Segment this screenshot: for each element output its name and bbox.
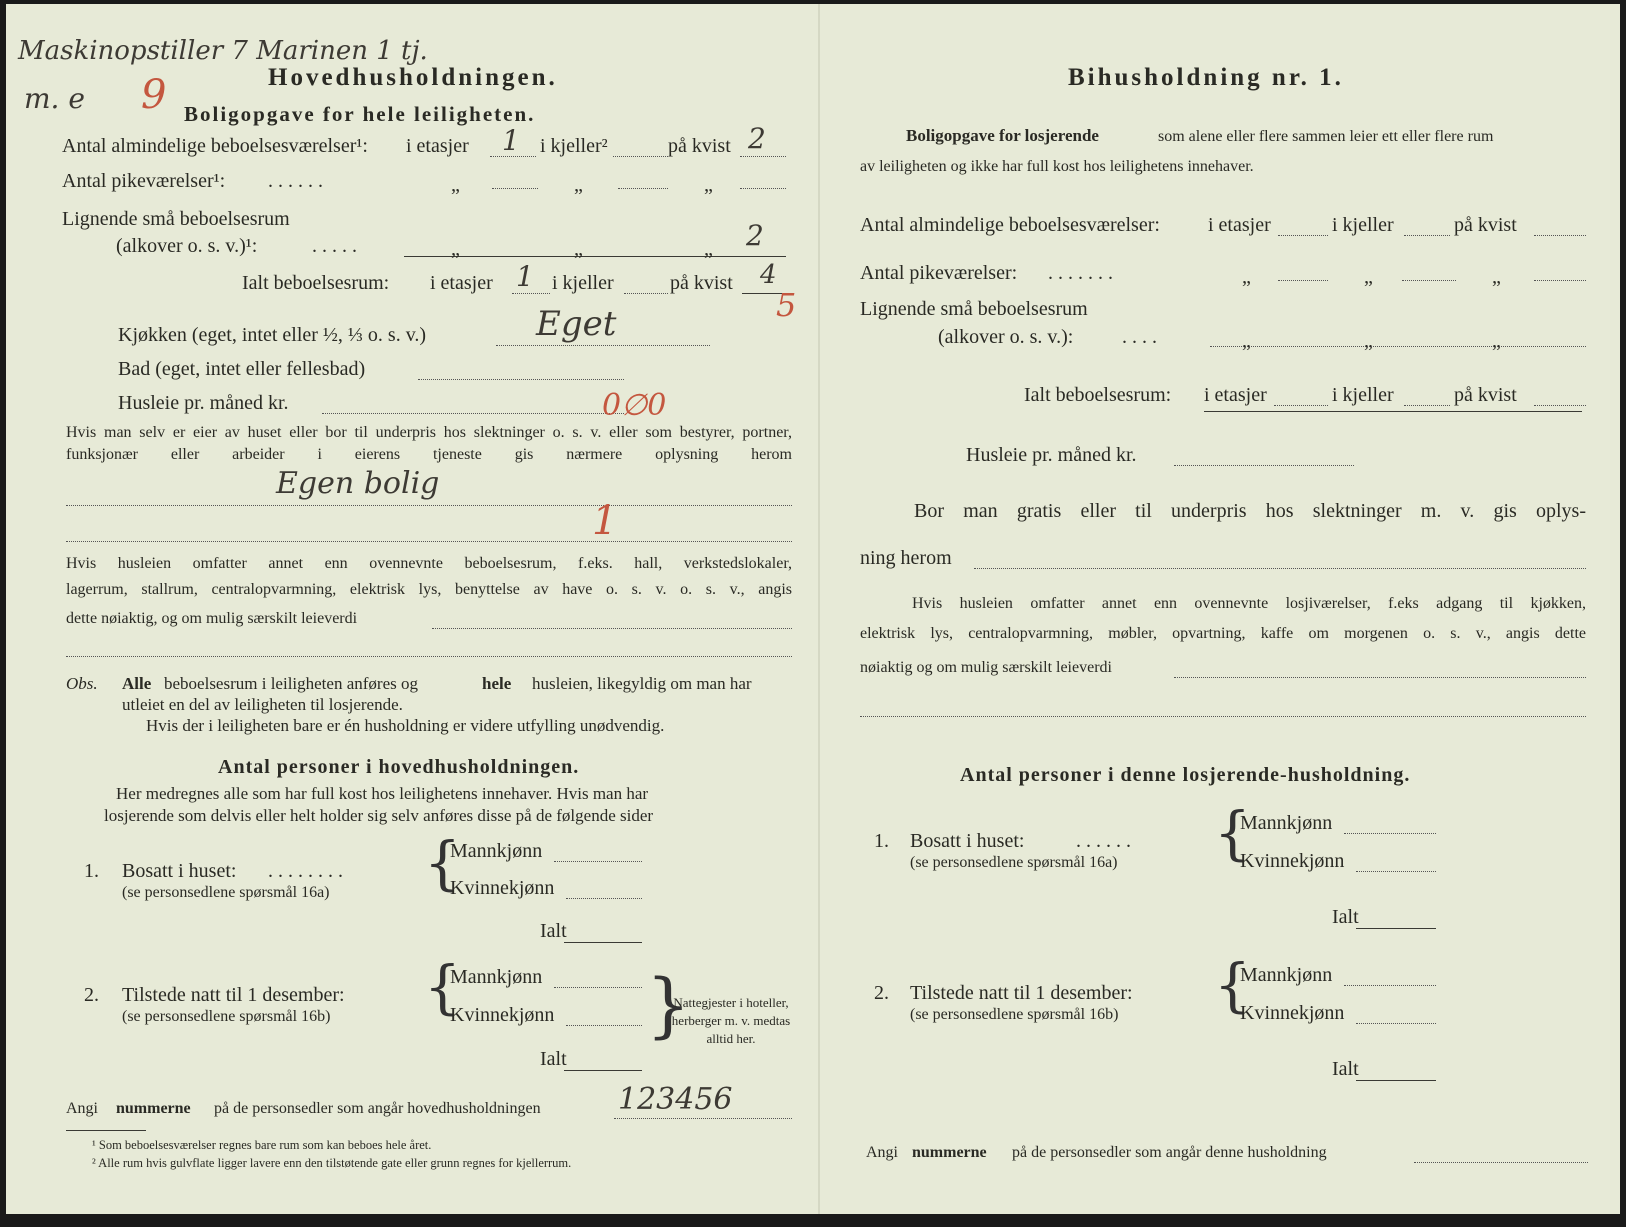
field-line: [1344, 985, 1436, 986]
left-husleie-label: Husleie pr. måned kr.: [118, 392, 289, 414]
field-line: [1174, 677, 1586, 678]
field-line: [66, 541, 792, 542]
dot-leader: . . . . . .: [268, 170, 323, 192]
left-personer-text-1: Her medregnes alle som har full kost hos leilighetens innehaver. Hvis man har: [116, 784, 649, 803]
ditto-mark: „: [1242, 266, 1251, 288]
left-q1-kvinne: Kvinnekjønn: [450, 877, 555, 899]
field-line: [1414, 1162, 1588, 1163]
right-q2-label: Tilstede natt til 1 desember:: [910, 982, 1133, 1004]
field-line: [432, 628, 792, 629]
ditto-mark: „: [1242, 330, 1251, 352]
left-q1-number: 1.: [84, 860, 99, 882]
field-line: [1404, 235, 1450, 236]
hw-ialt-etasjer: 1: [516, 260, 534, 293]
ditto-mark: „: [451, 238, 460, 260]
dot-leader: . . . . . . . .: [268, 860, 343, 882]
field-line: [740, 156, 786, 157]
right-gratis-1: Bor man gratis eller til underpris hos slektninger m. v. gis oplys-: [914, 500, 1586, 522]
field-line: [618, 188, 668, 189]
field-line: [860, 716, 1586, 717]
field-line: [1278, 235, 1328, 236]
page-fold: [818, 4, 820, 1214]
brace: {: [1214, 951, 1251, 1019]
right-q1-kvinne: Kvinnekjønn: [1240, 850, 1345, 872]
field-line: [1404, 405, 1450, 406]
field-line: [554, 861, 642, 862]
footnote-2: ² Alle rum hvis gulvflate ligger lavere enn den tilstøtende gate eller grunn regnes for kjellerrum.: [92, 1156, 572, 1170]
left-row3-sub: (alkover o. s. v.)¹:: [116, 235, 258, 257]
ditto-mark: „: [1492, 330, 1501, 352]
obs-line-2: utleiet en del av leiligheten til losjerende.: [122, 695, 403, 714]
hw-kjokken-value: Eget: [536, 304, 617, 344]
right-husleie-label: Husleie pr. måned kr.: [966, 444, 1137, 466]
ditto-mark: „: [1364, 266, 1373, 288]
hw-kvist-value: 2: [748, 122, 766, 155]
left-angi-text: på de personsedler som angår hovedhusholdningen: [214, 1100, 541, 1117]
hw-etasjer-value: 1: [502, 124, 520, 157]
field-line: [566, 898, 642, 899]
right-ialt-kjeller: i kjeller: [1332, 384, 1394, 406]
ditto-mark: „: [1364, 330, 1373, 352]
field-line: [492, 188, 538, 189]
brace-right: }: [646, 964, 691, 1046]
left-row1-kjeller: i kjeller²: [540, 135, 608, 157]
dot-leader: . . . . .: [312, 235, 357, 257]
right-q2-ialt: Ialt: [1332, 1058, 1359, 1080]
footnote-divider: [66, 1130, 146, 1131]
field-line: [496, 345, 710, 346]
field-line: [974, 568, 1586, 569]
ditto-mark: „: [574, 174, 583, 196]
right-intro-text-2: av leiligheten og ikke har full kost hos leilighetens innehaver.: [860, 158, 1254, 175]
right-omfatter-1: Hvis husleien omfatter annet enn ovennevnte losjiværelser, f.eks adgang til kjøkken,: [912, 595, 1586, 612]
field-line: [740, 188, 786, 189]
hw-lignende-kvist: 2: [746, 219, 764, 252]
right-q2-mann: Mannkjønn: [1240, 964, 1333, 986]
field-line: [1534, 235, 1586, 236]
left-q2-sub: (se personsedlene spørsmål 16b): [122, 1008, 331, 1025]
ditto-mark: „: [1492, 266, 1501, 288]
right-q1-mann: Mannkjønn: [1240, 812, 1333, 834]
right-angi-text: på de personsedler som angår denne husholdning: [1012, 1144, 1327, 1161]
field-line: [1534, 280, 1586, 281]
field-line: [1278, 280, 1328, 281]
left-row1-label: Antal almindelige beboelsesværelser¹:: [62, 135, 368, 157]
right-row3-sub: (alkover o. s. v.):: [938, 326, 1074, 348]
right-row1-etasjer: i etasjer: [1208, 214, 1271, 236]
left-ialt-kvist: på kvist: [670, 272, 733, 294]
sum-line: [564, 942, 642, 943]
right-row2-label: Antal pikeværelser:: [860, 262, 1018, 284]
left-angi-nummerne: nummerne: [116, 1100, 191, 1117]
hw-nummerne: 123456: [618, 1082, 733, 1117]
right-ialt-kvist: på kvist: [1454, 384, 1517, 406]
field-line: [66, 656, 792, 657]
left-q1-mann: Mannkjønn: [450, 840, 543, 862]
left-subtitle: Boligopgave for hele leiligheten.: [184, 102, 536, 126]
field-line: [512, 293, 550, 294]
right-row1-label: Antal almindelige beboelsesværelser:: [860, 214, 1160, 236]
left-personer-title: Antal personer i hovedhusholdningen.: [218, 756, 580, 778]
right-q2-sub: (se personsedlene spørsmål 16b): [910, 1006, 1119, 1023]
left-row2-label: Antal pikeværelser¹:: [62, 170, 226, 192]
sum-line: [404, 256, 786, 257]
right-omfatter-2: elektrisk lys, centralopvarmning, møbler, opvartning, kaffe om morgenen o. s. v., angis dette: [860, 625, 1586, 642]
right-personer-title: Antal personer i denne losjerende-husholdning.: [960, 764, 1411, 786]
brace: {: [1214, 799, 1251, 867]
obs-text-2: husleien, likegyldig om man har: [532, 674, 752, 693]
sum-line: [1356, 928, 1436, 929]
handwritten-note-2: m. e: [24, 82, 85, 115]
nattegjester-note: Nattegjester i hoteller, herberger m. v. medtas alltid her.: [671, 995, 791, 1046]
field-line: [1210, 346, 1586, 347]
brace: {: [424, 953, 461, 1021]
right-omfatter-3: nøiaktig og om mulig særskilt leieverdi: [860, 659, 1112, 676]
right-gratis-2: ning herom: [860, 547, 952, 569]
hw-husleie-value: 0∅0: [602, 388, 667, 423]
ditto-mark: „: [704, 174, 713, 196]
right-ialt-label: Ialt beboelsesrum:: [1024, 384, 1172, 406]
left-q2-ialt: Ialt: [540, 1048, 567, 1070]
left-bad-label: Bad (eget, intet eller fellesbad): [118, 358, 366, 380]
right-intro-text: som alene eller flere sammen leier ett eller flere rum: [1158, 128, 1494, 145]
left-angi: Angi: [66, 1100, 98, 1117]
right-q1-label: Bosatt i huset:: [910, 830, 1025, 852]
left-omfatter-3: dette nøiaktig, og om mulig særskilt leieverdi: [66, 610, 358, 627]
right-ialt-etasjer: i etasjer: [1204, 384, 1267, 406]
right-q2-kvinne: Kvinnekjønn: [1240, 1002, 1345, 1024]
sum-line: [1356, 1080, 1436, 1081]
left-omfatter-2: lagerrum, stallrum, centralopvarmning, elektrisk lys, benyttelse av have o. s. v. o. s. v., angis: [66, 581, 792, 598]
obs-label: Obs.: [66, 674, 98, 693]
right-q1-number: 1.: [874, 830, 889, 852]
field-line: [614, 1118, 792, 1119]
field-line: [66, 505, 792, 506]
left-ialt-kjeller: i kjeller: [552, 272, 614, 294]
dot-leader: . . . .: [1122, 326, 1157, 348]
left-row3-label: Lignende små beboelsesrum: [62, 208, 290, 230]
hw-egen-bolig: Egen bolig: [276, 466, 440, 501]
left-q2-label: Tilstede natt til 1 desember:: [122, 984, 345, 1006]
field-line: [1534, 405, 1586, 406]
ditto-mark: „: [574, 238, 583, 260]
left-q2-mann: Mannkjønn: [450, 966, 543, 988]
right-q1-ialt: Ialt: [1332, 906, 1359, 928]
right-q1-sub: (se personsedlene spørsmål 16a): [910, 854, 1118, 871]
handwritten-red-number: 9: [141, 72, 167, 118]
field-line: [1344, 833, 1436, 834]
obs-hele: hele: [482, 674, 512, 693]
obs-line-3: Hvis der i leiligheten bare er én husholdning er videre utfylling unødvendig.: [146, 716, 665, 735]
right-q2-number: 2.: [874, 982, 889, 1004]
footnote-1: ¹ Som beboelsesværelser regnes bare rum som kan beboes hele året.: [92, 1138, 432, 1152]
census-form-sheet: [6, 4, 1620, 1214]
hw-ialt-kvist: 4: [760, 260, 777, 290]
sum-line: [1204, 411, 1582, 412]
field-line: [554, 987, 642, 988]
ditto-mark: „: [704, 238, 713, 260]
left-ialt-label: Ialt beboelsesrum:: [242, 272, 390, 294]
left-omfatter-1: Hvis husleien omfatter annet enn ovennevnte beboelsesrum, f.eks. hall, verkstedslokaler,: [66, 555, 792, 572]
ditto-mark: „: [451, 174, 460, 196]
left-ialt-etasjer: i etasjer: [430, 272, 493, 294]
left-eier-text: Hvis man selv er eier av huset eller bor til underpris hos slektninger o. s. v. eller som bestyrer, portner, funksjonær eller arbeider i eierens tjeneste gis nærmere oplysning herom: [66, 424, 792, 463]
field-line: [322, 413, 624, 414]
left-kjokken-label: Kjøkken (eget, intet eller ½, ⅓ o. s. v.): [118, 324, 427, 346]
left-personer-text-2: losjerende som delvis eller helt holder sig selv anføres disse på de følgende sider: [104, 806, 654, 825]
right-intro-bold: Boligopgave for losjerende: [906, 126, 1099, 145]
hw-red-mark: 1: [592, 498, 618, 544]
right-angi-nummerne: nummerne: [912, 1144, 987, 1161]
handwritten-occupation-note: Maskinopstiller 7 Marinen 1 tj.: [18, 36, 428, 66]
left-row1-etasjer: i etasjer: [406, 135, 469, 157]
right-row1-kjeller: i kjeller: [1332, 214, 1394, 236]
dot-leader: . . . . . .: [1076, 830, 1131, 852]
left-q1-label: Bosatt i huset:: [122, 860, 237, 882]
obs-text-1: beboelsesrum i leiligheten anføres og: [164, 674, 418, 693]
right-angi: Angi: [866, 1144, 898, 1161]
hw-ialt-total: 5: [776, 286, 797, 324]
sum-line: [564, 1070, 642, 1071]
field-line: [418, 379, 624, 380]
field-line: [624, 293, 668, 294]
left-q2-kvinne: Kvinnekjønn: [450, 1004, 555, 1026]
field-line: [566, 1025, 642, 1026]
field-line: [1174, 465, 1354, 466]
left-q2-number: 2.: [84, 984, 99, 1006]
field-line: [1356, 1023, 1436, 1024]
field-line: [613, 156, 668, 157]
field-line: [1356, 871, 1436, 872]
field-line: [1402, 280, 1456, 281]
field-line: [1274, 405, 1328, 406]
dot-leader: . . . . . . .: [1048, 262, 1113, 284]
obs-alle: Alle: [122, 674, 152, 693]
brace: {: [424, 829, 461, 897]
right-row1-kvist: på kvist: [1454, 214, 1517, 236]
left-q1-ialt: Ialt: [540, 920, 567, 942]
left-q1-sub: (se personsedlene spørsmål 16a): [122, 884, 330, 901]
left-title: Hovedhusholdningen.: [268, 64, 558, 91]
right-title: Bihusholdning nr. 1.: [1068, 64, 1344, 91]
right-row3-label: Lignende små beboelsesrum: [860, 298, 1088, 320]
left-row1-kvist: på kvist: [668, 135, 731, 157]
